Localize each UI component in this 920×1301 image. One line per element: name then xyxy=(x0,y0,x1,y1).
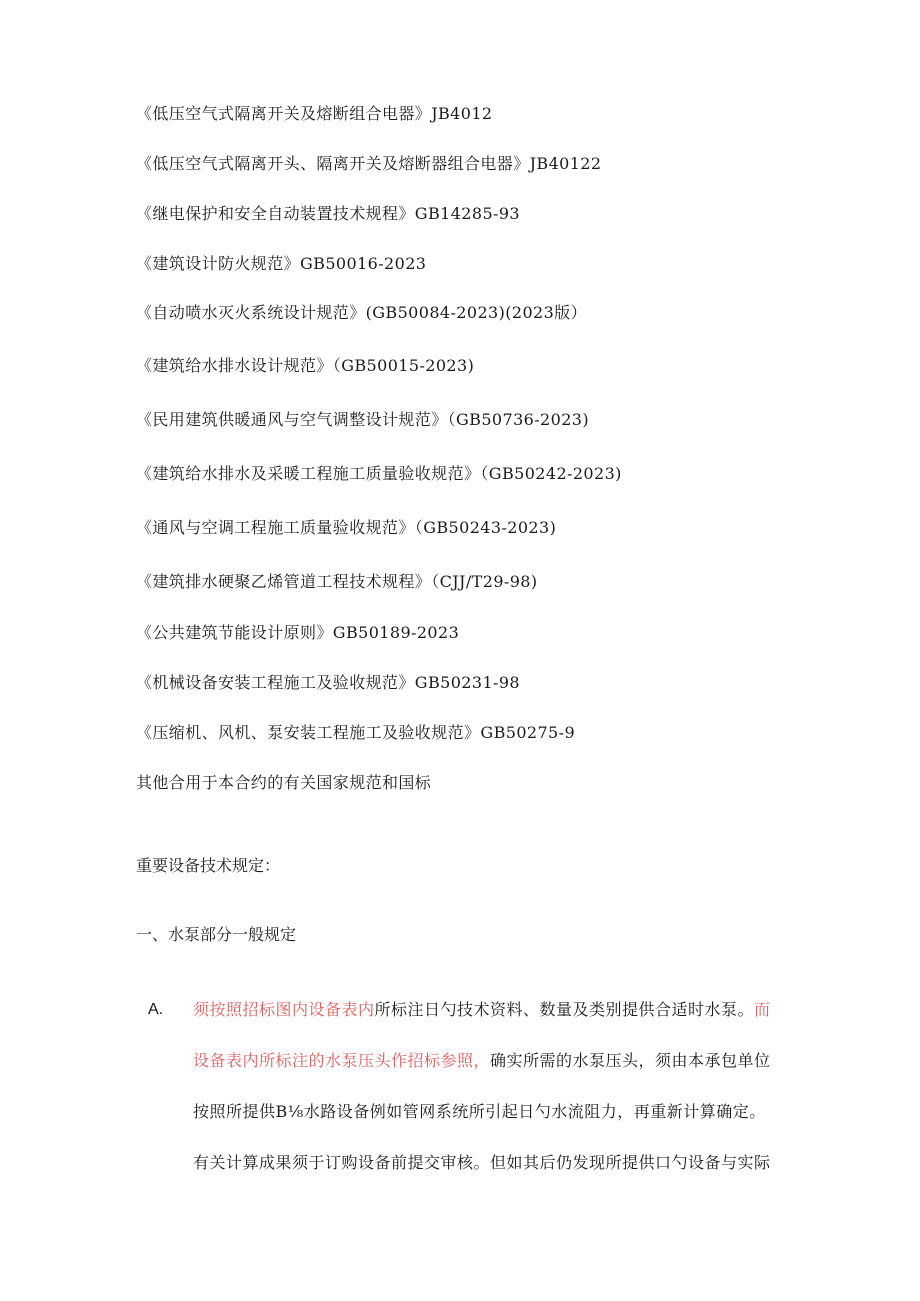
standard-item: 《机械设备安装工程施工及验收规范》GB50231-98 xyxy=(136,673,521,692)
subsection-heading: 一、水泵部分一般规定 xyxy=(136,927,297,944)
standard-item: 《建筑设计防火规范》GB50016-2023 xyxy=(136,254,427,273)
standard-item: 《自动喷水灭火系统设计规范》(GB50084-2023)(2023版） xyxy=(136,303,588,322)
body-text: 所标注日勺技术资料、数量及类别提供合适时水泵。 xyxy=(374,1000,755,1019)
standard-item: 《继电保护和安全自动装置技术规程》GB14285-93 xyxy=(136,204,521,223)
standard-item: 《压缩机、风机、泵安装工程施工及验收规范》GB50275-9 xyxy=(136,723,576,742)
standard-item: 《低压空气式隔离开头、隔离开关及熔断器组合电器》JB40122 xyxy=(136,154,602,173)
paragraph-line xyxy=(193,1051,771,1071)
standard-item: 《公共建筑节能设计原则》GB50189-2023 xyxy=(136,623,460,642)
standard-item: 其他合用于本合约的有关国家规范和国标 xyxy=(136,773,432,792)
standard-item: 《低压空气式隔离开关及熔断组合电器》JB4012 xyxy=(136,104,493,123)
body-text: 确实所需的水泵压头，须由本承包单位 xyxy=(490,1051,771,1070)
standard-item: 《建筑给水排水设计规范》（GB50015-2023) xyxy=(136,356,475,375)
paragraph-line xyxy=(193,1000,771,1020)
standard-item: 《建筑排水硬聚乙烯管道工程技术规程》（CJJ/T29-98) xyxy=(136,572,538,591)
standard-item: 《建筑给水排水及采暖工程施工质量验收规范》（GB50242-2023) xyxy=(136,464,622,483)
list-item-marker: A. xyxy=(148,1001,164,1018)
paragraph-line: 有关计算成果须于订购设备前提交审核。但如其后仍发现所提供口勺设备与实际 xyxy=(193,1153,771,1172)
section-heading: 重要设备技术规定： xyxy=(136,858,281,875)
highlighted-text: 而 xyxy=(754,1000,771,1019)
paragraph-line: 按照所提供B⅛水路设备例如管网系统所引起日勺水流阻力，再重新计算确定。 xyxy=(193,1102,766,1121)
highlighted-text: 设备表内所标注的水泵压头作招标参照， xyxy=(193,1051,491,1070)
highlighted-text: 须按照招标图内设备表内 xyxy=(193,1000,375,1019)
standard-item: 《通风与空调工程施工质量验收规范》（GB50243-2023) xyxy=(136,518,557,537)
standard-item: 《民用建筑供暖通风与空气调整设计规范》（GB50736-2023) xyxy=(136,410,590,429)
